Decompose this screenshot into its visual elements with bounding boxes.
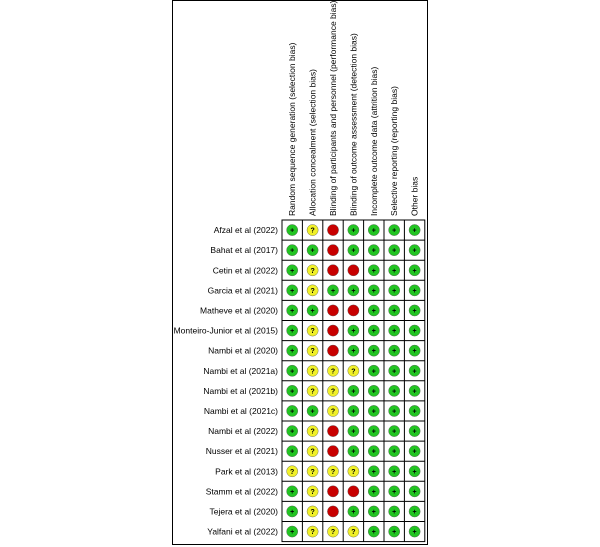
domain-header: Incomplete outcome data (attrition bias) — [368, 66, 379, 216]
rating-symbol: + — [412, 408, 417, 416]
study-label: Nambi et al (2021b) — [203, 385, 278, 396]
rating-symbol: + — [351, 227, 356, 235]
rating-symbol: + — [310, 307, 315, 315]
rating-symbol: ? — [351, 368, 356, 376]
rating-symbol: + — [290, 348, 295, 356]
rating-symbol: + — [392, 247, 397, 255]
rating-circle-high — [327, 345, 338, 356]
rating-symbol: + — [351, 348, 356, 356]
rating-symbol: + — [371, 247, 376, 255]
rating-symbol: + — [412, 508, 417, 516]
rating-symbol: + — [371, 328, 376, 336]
rating-symbol: + — [392, 267, 397, 275]
rating-circle-high — [327, 265, 338, 276]
rating-symbol: + — [412, 529, 417, 537]
study-label: Nusser et al (2021) — [205, 446, 278, 457]
rating-circle-high — [348, 265, 359, 276]
rating-symbol: ? — [330, 368, 336, 376]
study-label: Nambi et al (2020) — [208, 345, 278, 356]
rating-symbol: + — [412, 388, 417, 396]
rating-symbol: + — [351, 448, 356, 456]
rating-symbol: + — [310, 408, 315, 416]
rating-circle-high — [327, 486, 338, 497]
study-label: Park et al (2013) — [215, 466, 278, 477]
rating-symbol: + — [371, 287, 376, 295]
rating-symbol: ? — [310, 448, 315, 456]
rating-symbol: + — [392, 348, 397, 356]
rating-symbol: ? — [310, 508, 315, 516]
study-label: Cetin et al (2022) — [212, 265, 278, 276]
rating-symbol: ? — [330, 408, 336, 416]
rating-circle-high — [327, 325, 338, 336]
rating-symbol: + — [351, 508, 356, 516]
rating-symbol: + — [371, 348, 376, 356]
rating-symbol: + — [371, 227, 376, 235]
rating-symbol: + — [392, 488, 397, 496]
rating-symbol: + — [392, 448, 397, 456]
rating-symbol: + — [290, 307, 295, 315]
rating-symbol: + — [412, 287, 417, 295]
rating-symbol: + — [371, 529, 376, 537]
rating-symbol: ? — [330, 529, 336, 537]
rating-symbol: ? — [310, 328, 315, 336]
rating-symbol: + — [351, 428, 356, 436]
domain-header: Selective reporting (reporting bias) — [389, 86, 400, 216]
rating-symbol: + — [412, 227, 417, 235]
study-label: Garcia et al (2021) — [207, 285, 278, 296]
rating-symbol: + — [290, 529, 295, 537]
rating-symbol: + — [371, 488, 376, 496]
rating-symbol: + — [290, 227, 295, 235]
rating-symbol: ? — [310, 287, 315, 295]
rating-symbol: ? — [310, 348, 315, 356]
rating-symbol: ? — [310, 368, 315, 376]
rating-symbol: + — [412, 488, 417, 496]
domain-header: Random sequence generation (selection bias) — [287, 42, 298, 216]
rating-symbol: ? — [310, 468, 315, 476]
rating-symbol: + — [392, 428, 397, 436]
rating-circle-high — [327, 425, 338, 436]
rating-symbol: ? — [310, 428, 315, 436]
rating-symbol: + — [351, 388, 356, 396]
rating-symbol: ? — [310, 488, 315, 496]
rating-symbol: + — [310, 247, 315, 255]
domain-header: Blinding of outcome assessment (detection bias) — [348, 33, 359, 216]
rating-symbol: + — [290, 488, 295, 496]
study-label: Nambi et al (2022) — [208, 426, 278, 437]
rating-symbol: + — [290, 287, 295, 295]
rating-circle-high — [327, 305, 338, 316]
rating-symbol: + — [392, 529, 397, 537]
rating-symbol: + — [290, 247, 295, 255]
rating-symbol: ? — [310, 267, 315, 275]
rating-circle-high — [348, 305, 359, 316]
study-label: Monteiro-Junior et al (2015) — [173, 325, 278, 336]
rating-symbol: + — [412, 267, 417, 275]
rating-circle-high — [327, 506, 338, 517]
study-label: Tejera et al (2020) — [209, 506, 278, 517]
rating-symbol: ? — [351, 468, 356, 476]
rating-symbol: + — [290, 368, 295, 376]
rating-symbol: ? — [330, 388, 336, 396]
study-label: Stamm et al (2022) — [205, 486, 278, 497]
rating-symbol: + — [351, 247, 356, 255]
rating-symbol: + — [290, 508, 295, 516]
rating-symbol: + — [392, 307, 397, 315]
rating-symbol: ? — [351, 529, 356, 537]
rating-symbol: ? — [310, 388, 315, 396]
rating-symbol: + — [371, 508, 376, 516]
rating-symbol: + — [371, 468, 376, 476]
rating-symbol: + — [392, 287, 397, 295]
rating-symbol: + — [351, 287, 356, 295]
domain-header: Other bias — [409, 176, 420, 216]
study-label: Afzal et al (2022) — [213, 225, 278, 236]
rating-symbol: ? — [310, 227, 315, 235]
study-label: Matheve et al (2020) — [200, 305, 278, 316]
rating-symbol: ? — [330, 468, 336, 476]
rating-symbol: + — [371, 388, 376, 396]
rating-symbol: ? — [310, 529, 315, 537]
rating-symbol: + — [371, 267, 376, 275]
rating-symbol: + — [392, 227, 397, 235]
rating-symbol: + — [290, 448, 295, 456]
rating-symbol: + — [351, 328, 356, 336]
rating-symbol: + — [371, 368, 376, 376]
rating-circle-high — [348, 486, 359, 497]
rating-symbol: + — [392, 468, 397, 476]
rating-symbol: ? — [290, 468, 295, 476]
rating-symbol: + — [412, 307, 417, 315]
rating-symbol: + — [412, 247, 417, 255]
rating-symbol: + — [290, 388, 295, 396]
rating-symbol: + — [412, 368, 417, 376]
rating-symbol: + — [351, 408, 356, 416]
rating-symbol: + — [412, 448, 417, 456]
study-label: Bahat et al (2017) — [210, 245, 278, 256]
study-label: Nambi et al (2021a) — [203, 365, 278, 376]
rating-symbol: + — [290, 408, 295, 416]
rating-symbol: + — [371, 428, 376, 436]
domain-header: Allocation concealment (selection bias) — [307, 69, 318, 216]
rating-symbol: + — [392, 388, 397, 396]
rating-symbol: + — [392, 508, 397, 516]
study-label: Yalfani et al (2022) — [207, 526, 278, 537]
rating-symbol: + — [412, 328, 417, 336]
rating-symbol: + — [392, 368, 397, 376]
rating-circle-high — [327, 224, 338, 235]
rating-symbol: + — [290, 428, 295, 436]
study-label: Nambi et al (2021c) — [203, 405, 278, 416]
rating-circle-high — [327, 446, 338, 457]
domain-header: Blinding of participants and personnel (performance bias) — [328, 0, 338, 216]
rating-symbol: + — [412, 348, 417, 356]
rating-circle-high — [327, 245, 338, 256]
rating-symbol: + — [392, 328, 397, 336]
rating-symbol: + — [371, 408, 376, 416]
rating-symbol: + — [412, 468, 417, 476]
rating-symbol: + — [290, 328, 295, 336]
rating-symbol: + — [371, 448, 376, 456]
rating-symbol: + — [290, 267, 295, 275]
rating-symbol: + — [412, 428, 417, 436]
rating-symbol: + — [392, 408, 397, 416]
rating-symbol: + — [330, 287, 336, 295]
rating-symbol: + — [371, 307, 376, 315]
